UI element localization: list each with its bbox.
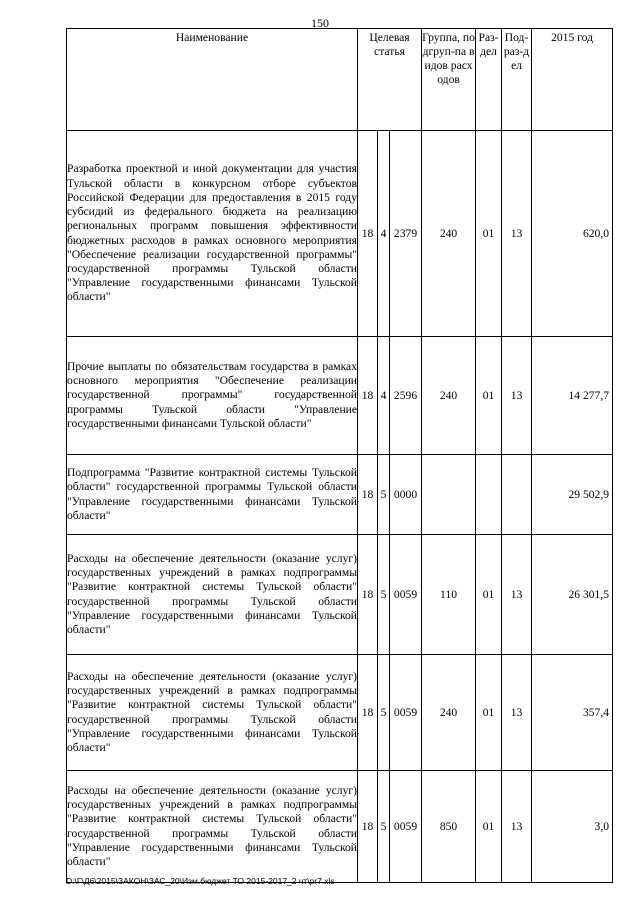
- header-section: Раз-дел: [476, 29, 502, 131]
- row-target-article-code: 2596: [390, 337, 422, 455]
- row-target-article-program: 18: [358, 655, 378, 771]
- row-subsection: 13: [502, 337, 532, 455]
- row-section: 01: [476, 337, 502, 455]
- row-target-article-code: 2379: [390, 131, 422, 337]
- row-amount: 14 277,7: [532, 337, 613, 455]
- row-target-article-subprogram: 5: [378, 655, 390, 771]
- row-subsection: 13: [502, 131, 532, 337]
- row-target-article-code: 0000: [390, 455, 422, 535]
- row-target-article-subprogram: 5: [378, 455, 390, 535]
- row-expense-group: 850: [422, 771, 476, 883]
- row-subsection: [502, 455, 532, 535]
- row-expense-group: 240: [422, 131, 476, 337]
- row-section: 01: [476, 655, 502, 771]
- row-expense-group: 110: [422, 535, 476, 655]
- row-section: [476, 455, 502, 535]
- row-name: Расходы на обеспечение деятельности (оказание услуг) государственных учреждений в рамках подпрограммы "Развитие контрактной системы Тульской области" государственной программы Тульской области "Управление государственными финансами Тульской области": [67, 535, 358, 655]
- row-target-article-code: 0059: [390, 535, 422, 655]
- row-subsection: 13: [502, 655, 532, 771]
- header-name: Наименование: [67, 29, 358, 131]
- row-target-article-program: 18: [358, 455, 378, 535]
- row-target-article-subprogram: 4: [378, 131, 390, 337]
- row-target-article-subprogram: 4: [378, 337, 390, 455]
- row-expense-group: 240: [422, 655, 476, 771]
- row-amount: 29 502,9: [532, 455, 613, 535]
- table-row: [67, 535, 613, 655]
- row-name: Расходы на обеспечение деятельности (оказание услуг) государственных учреждений в рамках подпрограммы "Развитие контрактной системы Тульской области" государственной программы Тульской области "Управление государственными финансами Тульской области": [67, 655, 358, 771]
- header-subsection: Под-раз-дел: [502, 29, 532, 131]
- row-subsection: 13: [502, 771, 532, 883]
- footer-file-path: D:\Г\Д6\2015\ЗАКОН\ЗАС_20\Изм.бюджет ТО 2015-2017_2 чт\pr7.xls: [66, 876, 335, 886]
- row-name: Расходы на обеспечение деятельности (оказание услуг) государственных учреждений в рамках подпрограммы "Развитие контрактной системы Тульской области" государственной программы Тульской области "Управление государственными финансами Тульской области": [67, 771, 358, 883]
- page-number: 150: [311, 16, 329, 30]
- row-expense-group: 240: [422, 337, 476, 455]
- row-expense-group: [422, 455, 476, 535]
- row-target-article-subprogram: 5: [378, 771, 390, 883]
- row-section: 01: [476, 535, 502, 655]
- row-section: 01: [476, 771, 502, 883]
- row-target-article-program: 18: [358, 535, 378, 655]
- row-amount: 357,4: [532, 655, 613, 771]
- row-name: Прочие выплаты по обязательствам государства в рамках основного мероприятия "Обеспечение реализации государственной программы" государственной программы Тульской области "Управление государственными финансами Тульской области": [67, 337, 358, 455]
- row-name: Разработка проектной и иной документации для участия Тульской области в конкурсном отборе субъектов Российской Федерации для предоставления в 2015 году субсидий из федерального бюджета на реализацию региональных программ повышения эффективности бюджетных расходов в рамках основного мероприятия "Обеспечение реализации государственной программы" государственной программы Тульской области "Управление государственными финансами Тульской области": [67, 131, 358, 337]
- header-expense-group: Группа, подгруп-па видов расходов: [422, 29, 476, 131]
- table-row: [67, 655, 613, 771]
- row-name: Подпрограмма "Развитие контрактной системы Тульской области" государственной программы Тульской области "Управление государственными финансами Тульской области": [67, 455, 358, 535]
- table-row: [67, 771, 613, 883]
- row-amount: 620,0: [532, 131, 613, 337]
- table-row: [67, 455, 613, 535]
- row-target-article-code: 0059: [390, 655, 422, 771]
- row-target-article-program: 18: [358, 771, 378, 883]
- row-target-article-subprogram: 5: [378, 535, 390, 655]
- row-section: 01: [476, 131, 502, 337]
- budget-table: [66, 28, 613, 883]
- table-row: [67, 337, 613, 455]
- header-target-article: Целевая статья: [358, 29, 422, 131]
- row-target-article-code: 0059: [390, 771, 422, 883]
- row-target-article-program: 18: [358, 131, 378, 337]
- table-row: [67, 131, 613, 337]
- table-header-row: [67, 29, 613, 131]
- row-amount: 3,0: [532, 771, 613, 883]
- row-amount: 26 301,5: [532, 535, 613, 655]
- row-target-article-program: 18: [358, 337, 378, 455]
- row-subsection: 13: [502, 535, 532, 655]
- header-year: 2015 год: [532, 29, 613, 131]
